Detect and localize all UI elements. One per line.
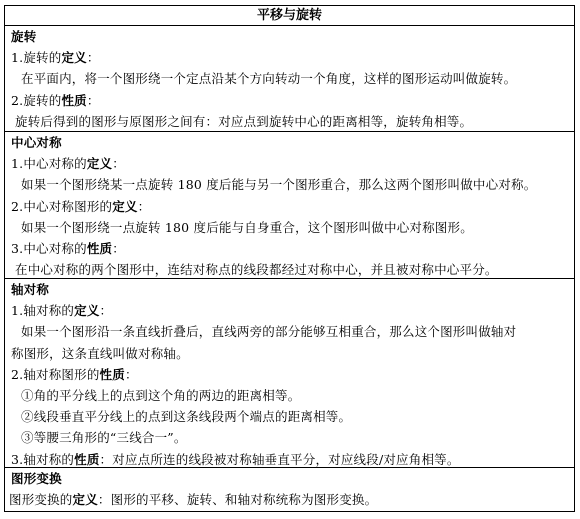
label-suffix: ： <box>86 50 100 66</box>
section-heading-axial-symmetry: 轴对称 <box>11 282 50 297</box>
label-bold: 定义 <box>86 156 113 172</box>
axial-definition-label <box>11 300 570 321</box>
axial-property-item: ③等腰三角形的“三线合一”。 <box>21 430 187 446</box>
central-figure-definition-label <box>11 196 570 217</box>
label-prefix: 2.旋转的 <box>11 92 62 108</box>
label-bold: 定义 <box>74 303 100 319</box>
label-prefix: 图形变换的 <box>9 492 73 508</box>
label-prefix: 3.轴对称的 <box>11 451 75 467</box>
axial-property3-text: ：对应点所连的线段被对称轴垂直平分，对应线段/对应角相等。 <box>99 451 460 467</box>
section-axial-symmetry <box>5 279 574 468</box>
central-definition-label <box>11 153 570 174</box>
axial-property-item: ②线段垂直平分线上的点到这条线段两个端点的距离相等。 <box>21 409 352 425</box>
label-bold: 性质 <box>86 241 113 257</box>
table-title: 平移与旋转 <box>5 6 574 26</box>
label-prefix: 2.中心对称图形的 <box>11 198 113 214</box>
central-definition-text: 如果一个图形绕某一点旋转 180 度后能与另一个图形重合，那么这两个图形叫做中心对称。 <box>21 177 537 193</box>
transformation-definition <box>9 489 570 510</box>
section-central-symmetry <box>5 132 574 279</box>
label-suffix: ： <box>112 156 125 172</box>
axial-property-label <box>11 364 570 385</box>
document-table <box>4 5 575 512</box>
label-bold: 性质 <box>61 92 87 108</box>
label-bold: 定义 <box>112 198 138 214</box>
axial-property3 <box>11 449 570 470</box>
label-bold: 性质 <box>99 366 125 382</box>
label-prefix: 3.中心对称的 <box>11 241 87 257</box>
label-prefix: 1.轴对称的 <box>11 303 75 319</box>
label-bold: 性质 <box>74 451 100 467</box>
label-bold: 定义 <box>61 50 87 66</box>
rotation-property-text: 旋转后得到的图形与原图形之间有：对应点到旋转中心的距离相等，旋转角相等。 <box>15 113 473 129</box>
axial-definition-text-line1: 如果一个图形沿一条直线折叠后，直线两旁的部分能够互相重合，那么这个图形叫做轴对 <box>21 324 517 340</box>
label-suffix: ： <box>124 366 138 382</box>
section-rotation <box>5 26 574 132</box>
label-prefix: 2.轴对称图形的 <box>11 366 100 382</box>
label-prefix: 1.旋转的 <box>11 50 62 66</box>
central-figure-definition-text: 如果一个图形绕一点旋转 180 度后能与自身重合，这个图形叫做中心对称图形。 <box>21 219 473 235</box>
section-heading-rotation: 旋转 <box>11 29 37 44</box>
label-suffix: ： <box>137 198 151 214</box>
section-transformation <box>5 468 574 511</box>
section-heading-transformation: 图形变换 <box>11 471 62 486</box>
axial-property-item: ①角的平分线上的点到这个角的两边的距离相等。 <box>21 388 301 404</box>
label-suffix: ： <box>86 92 100 108</box>
label-suffix: ： <box>112 241 125 257</box>
rotation-property-label <box>11 90 570 111</box>
central-property-text: 在中心对称的两个图形中，连结对称点的线段都经过对称中心，并且被对称中心平分。 <box>15 262 498 278</box>
label-suffix: ： <box>99 303 113 319</box>
axial-definition-text-line2: 称图形，这条直线叫做对称轴。 <box>11 345 189 361</box>
central-property-label <box>11 238 570 259</box>
label-prefix: 1.中心对称的 <box>11 156 87 172</box>
section-heading-central-symmetry: 中心对称 <box>11 135 62 150</box>
transformation-definition-text: ：图形的平移、旋转、和轴对称统称为图形变换。 <box>97 492 378 508</box>
label-bold: 定义 <box>72 492 98 508</box>
rotation-definition-label <box>11 47 570 68</box>
rotation-definition-text: 在平面内，将一个图形绕一个定点沿某个方向转动一个角度，这样的图形运动叫做旋转。 <box>21 71 517 87</box>
